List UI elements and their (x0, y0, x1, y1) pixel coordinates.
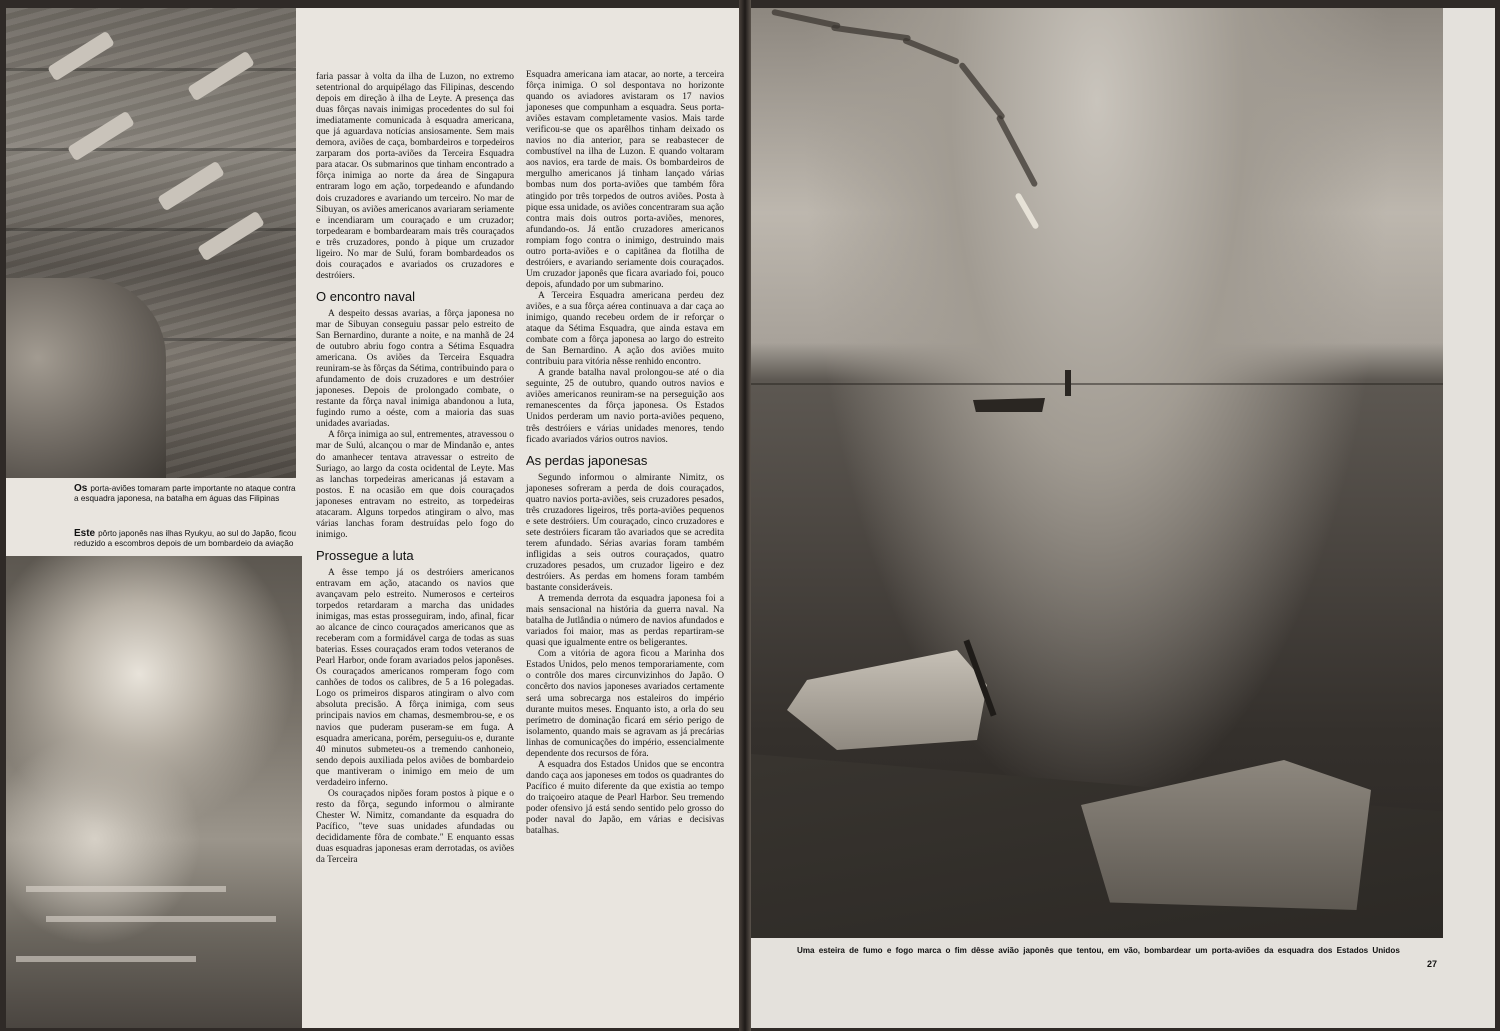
section-heading: As perdas japonesas (526, 452, 648, 468)
plane-shape (197, 211, 265, 262)
port-photo-caption (74, 529, 300, 549)
ship-tower-shape (1065, 370, 1071, 396)
book-gutter (739, 0, 751, 1031)
pier-shape (46, 916, 276, 922)
text-column-1 (316, 72, 514, 866)
folded-wing-plane (1081, 760, 1371, 910)
plane-shape (157, 161, 225, 212)
paragraph: Segundo informou o almirante Nimitz, os japoneses sofreram a perda de dois couraçados, quatro navios porta-aviões, seis cruzadores pesados, três cruzadores ligeiros, três porta-aviões pequenos e sete destróiers. Um couraçado, cinco cruzadores e sete destróiers ficaram tão avariados que se acredita terem afundado. Sérias avarias foram também infligidas a seis outros couraçados, quatro cruzadores pesados, um cruzador ligeiro e dez destróiers. As perdas em homens foram também bastante consideráveis. (526, 472, 724, 594)
smoke-trail (831, 24, 911, 41)
carrier-photo-caption (74, 484, 300, 504)
caption-text: pôrto japonês nas ilhas Ryukyu, ao sul do Japão, ficou reduzido a escombros depois de um bombardeio da aviação (74, 529, 297, 548)
plane-shape (47, 31, 115, 82)
pier-shape (26, 886, 226, 892)
carrier-island-structure (6, 278, 166, 478)
text-column-2 (526, 70, 724, 837)
naval-battle-photo (751, 8, 1443, 938)
paragraph: A Terceira Esquadra americana perdeu dez aviões, e a sua fôrça aérea continuava a dar caça ao inimigo, quando recebeu ordem de ir reforçar o ataque da Sétima Esquadra, que ainda estava em combate com a fôrça japonesa ao largo do estreito de San Bernardino. A ação dos aviões muito contribuiu para vitória nêsse renhido encontro. (526, 290, 724, 368)
folded-wing-plane (787, 650, 987, 750)
pier-shape (16, 956, 196, 962)
deck-line (6, 148, 296, 151)
battle-photo-caption: Uma esteira de fumo e fogo marca o fim dêsse avião japonês que tentou, em vão, bombardear um porta-aviões da esquadra dos Estados Unidos (797, 946, 1400, 955)
right-page (751, 8, 1495, 1028)
paragraph: Os couraçados nipões foram postos à pique e o resto da fôrça, segundo informou o almirante Chester W. Nimitz, comandante da esquadra do Pacífico, "teve suas unidades afundadas ou decididamente fôra de combate." E enquanto essas duas esquadras japonesas eram derrotadas, os aviões da Terceira (316, 788, 514, 866)
aircraft-carrier-deck-photo (6, 8, 296, 478)
burning-plane (1014, 192, 1039, 230)
smoke-trail (902, 37, 960, 65)
paragraph: Esquadra americana iam atacar, ao norte, a terceira fôrça inimiga. O sol despontava no horizonte quando os aviadores avistaram os 17 navios japoneses que compunham a esquadra. Seus porta-aviões estavam completamente vasios. Mais tarde verificou-se que os aparêlhos tinham deixado os navios no dia anterior, para se reabastecer de combustível na ilha de Luzon. E quando voltaram aos navios, era tarde de mais. Os bombardeiros de mergulho americanos já tinham lançado várias bombas num dos porta-aviões que também fôra atingido por três torpedos de outros aviões. Posta à pique essa unidade, os aviões concentraram sua ação contra mais dois outros porta-aviões, menores, afundando-os. Já então cruzadores americanos rompiam fogo contra o inimigo, destruindo mais outro porta-aviões e o capitânea da flotilha de destróiers, e avariando seriamente dois couraçados. Um cruzador japonês que ficara avariado foi, pouco depois, afundado por um submarino. (526, 70, 724, 290)
plane-shape (67, 111, 135, 162)
paragraph: A fôrça inimiga ao sul, entrementes, atravessou o mar de Sulú, alcançou o mar de Mindanão e, antes do amanhecer tentava atravessar o estreito de Suriago, ao largo da costa ocidental de Leyte. Mas as lanchas torpedeiras americanas já estavam a postos. E na ocasião em que dois couraçados japoneses entravam no estreito, as torpedeiras atacaram. Alguns torpedos atingiram o alvo, mas várias lanchas foram destruídas pelo fogo do inimigo. (316, 430, 514, 540)
caption-lead-word: Este (74, 528, 96, 539)
smoke-trail (771, 9, 841, 29)
bombed-port-photo (6, 556, 302, 1028)
page-number: 27 (1427, 959, 1438, 969)
smoke-trail (996, 114, 1039, 187)
paragraph: faria passar à volta da ilha de Luzon, no extremo setentrional do arquipélago das Filipinas, descendo depois em direção à ilha de Leyte. A presença das duas fôrças navais inimigas procedentes do sul foi imediatamente comunicada à esquadra americana, que já aguardava notícias ansiosamente. Sem mais demora, aviões de caça, bombardeiros e torpedeiros zarparam dos porta-aviões da Terceira Esquadra para atacar. Os submarinos que tinham encontrado a fôrça inimiga ao norte da área de Singapura entraram logo em ação, torpedeando e afundando dois cruzadores e avariando um terceiro. No mar de Sibuyan, os aviões americanos avariaram seriamente e incendiaram um couraçado e um cruzador; torpedearam e bombardearam mais três couraçados e três cruzadores, pondo à pique um cruzador ligeiro. No mar de Sulú, foram bombardeados os dois couraçados e avariados os cruzadores e destróiers. (316, 72, 514, 281)
section-heading: O encontro naval (316, 288, 416, 304)
paragraph: A despeito dessas avarias, a fôrça japonesa no mar de Sibuyan conseguiu passar pelo estreito de San Bernardino, durante a noite, e na manhã de 24 de outubro abriu fogo contra a Sétima Esquadra americana. Os aviões da Terceira Esquadra reuniram-se às fôrças da Sétima, contribuindo para o afundamento de dois cruzadores e um destróier japoneses. Depois de prolongado combate, o restante da fôrça naval inimiga abandonou a luta, fugindo rumo a oéste, com a maioria das suas unidades avariadas. (316, 308, 514, 430)
plane-shape (187, 51, 255, 102)
smoke-trail (958, 62, 1006, 121)
left-page (6, 8, 743, 1028)
section-heading: Prossegue a luta (316, 547, 414, 563)
caption-lead-word: Os (74, 483, 88, 494)
paragraph: A tremenda derrota da esquadra japonesa foi a mais sensacional na história da guerra naval. Na batalha de Jutlândia o número de navios afundados e variados foi maior, mas as perdas repartiram-se quasi que igualmente entre os beligerantes. (526, 594, 724, 649)
paragraph: A grande batalha naval prolongou-se até o dia seguinte, 25 de outubro, quando outros navios e aviões americanos reuniram-se na perseguição aos remanescentes da fôrça japonesa. Os Estados Unidos perderam um navio porta-aviões pequeno, três destróiers e várias unidades menores, tendo ficado avariados vários outros navios. (526, 368, 724, 445)
distant-carrier-shape (973, 392, 1045, 412)
caption-text: porta-aviões tomaram parte importante no ataque contra a esquadra japonesa, na batalha em águas das Filipinas (74, 484, 296, 503)
horizon-line (751, 383, 1443, 385)
paragraph: Com a vitória de agora ficou a Marinha dos Estados Unidos, pelo menos temporariamente, com o contrôle dos mares circunvizinhos do Japão. O concêrto dos navios japoneses avariados certamente será uma sobrecarga nos estaleiros do império durante muitos meses. Enquanto isto, a orla do seu perímetro de dominação ficará em sério perigo de isolamento, quando mais se agravam as já precárias linhas de comunicações do império, essencialmente dependente dos recursos de fóra. (526, 649, 724, 759)
paragraph: A êsse tempo já os destróiers americanos entravam em ação, atacando os navios que avançavam pelo estreito. Numerosos e certeiros torpedos retardaram a marcha das unidades inimigas, mas estas prosseguiram, indo, afinal, ficar ao alcance de cinco couraçados americanos que as receberam com a formidável carga de todas as suas baterias. Esses couraçados eram todos veteranos de Pearl Harbor, onde foram avariados pelos japonêses. Os couraçados americanos romperam fogo com canhões de todos os calibres, de 5 a 16 polegadas. Logo os primeiros disparos atingiram o alvo com absoluta precisão. A fôrça inimiga, com seus principais navios em chamas, desmembrou-se, e os navios que puderam puseram-se em fuga. A esquadra americana, porém, perseguiu-os e, durante 40 minutos submeteu-os a tremendo canhoneio, sendo depois auxiliada pelos aviões de bombardeio que mantiveram o inimigo em meio de um verdadeiro inferno. (316, 567, 514, 788)
paragraph: A esquadra dos Estados Unidos que se encontra dando caça aos japoneses em todos os quadrantes do Pacífico é muito diferente da que existia ao tempo do traiçoeiro ataque de Pearl Harbor. Seu tremendo poder ofensivo já está sendo sentido pelo grosso do poder naval do Japão, em várias e decisivas batalhas. (526, 759, 724, 837)
